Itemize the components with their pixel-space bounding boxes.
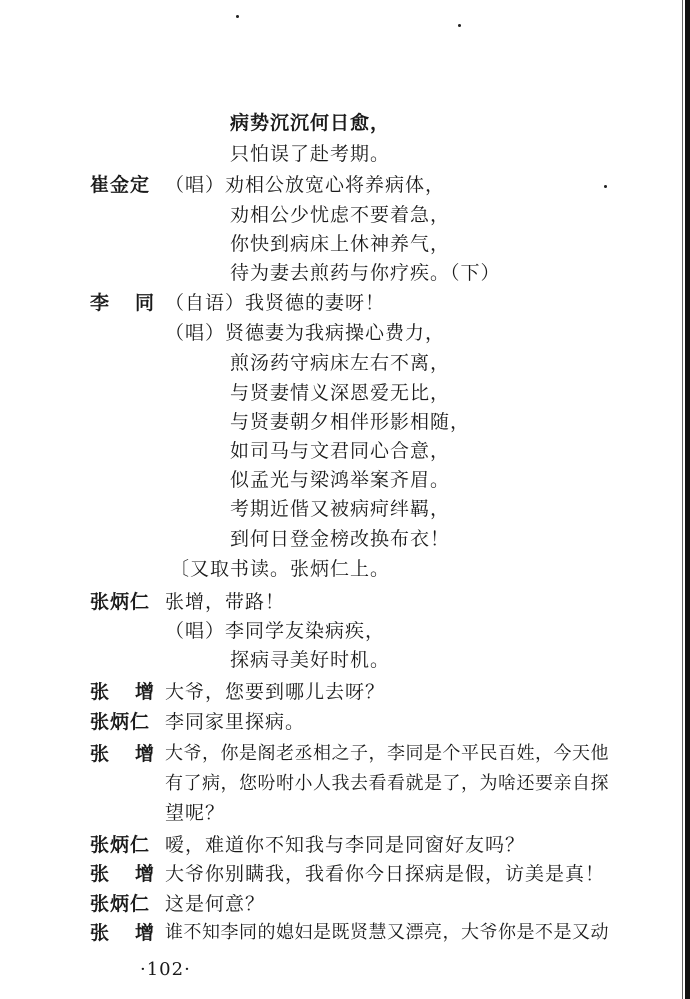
page-binding-edge [685, 0, 690, 999]
verse-line: 煎汤药守病床左右不离， [230, 352, 451, 374]
dialogue-line: 嗳，难道你不知我与李同是同窗好友吗？ [165, 834, 526, 856]
dialogue-line: 李同家里探病。 [165, 711, 306, 733]
dialogue-line: 望呢？ [165, 802, 226, 824]
scan-speck [236, 15, 239, 18]
verse-line: 只怕误了赴考期。 [230, 143, 391, 165]
speaker-name: 张增 [90, 922, 181, 944]
dialogue-line: （唱）贤德妻为我病操心费力， [165, 322, 446, 344]
dialogue-line: 大爷，您要到哪儿去呀？ [165, 681, 386, 703]
speaker-name: 张炳仁 [90, 591, 151, 613]
scan-speck [458, 24, 461, 27]
dialogue-line: 大爷你别瞒我，我看你今日探病是假，访美是真！ [165, 863, 606, 885]
verse-line: 到何日登金榜改换布衣！ [230, 528, 451, 550]
dialogue-line: 谁不知李同的媳妇是既贤慧又漂亮，大爷你是不是又动 [165, 922, 609, 943]
page-binding-edge-line [682, 0, 683, 999]
dialogue-line: （唱）李同学友染病疾， [165, 620, 386, 642]
page-number: ·102· [140, 959, 191, 980]
dialogue-line: 张增，带路！ [165, 591, 286, 613]
dialogue-line: （自语）我贤德的妻呀！ [165, 292, 386, 314]
scan-speck [604, 185, 607, 188]
speaker-name: 张炳仁 [90, 711, 151, 733]
dialogue-line: 大爷，你是阁老丞相之子，李同是个平民百姓，今天他 [165, 743, 609, 764]
speaker-name: 张增 [90, 743, 181, 765]
dialogue-line: 这是何意？ [165, 893, 266, 915]
speaker-name: 张炳仁 [90, 834, 151, 856]
speaker-name: 张炳仁 [90, 893, 151, 915]
speaker-name: 崔金定 [90, 174, 151, 196]
verse-line: 与贤妻朝夕相伴形影相随， [230, 411, 471, 433]
dialogue-line: （唱）劝相公放宽心将养病体， [165, 174, 446, 196]
verse-line: 似孟光与梁鸿举案齐眉。 [230, 469, 451, 491]
verse-line: 如司马与文君同心合意， [230, 440, 451, 462]
dialogue-line: 有了病，您吩咐小人我去看看就是了，为啥还要亲自探 [165, 773, 609, 794]
speaker-name: 张增 [90, 681, 181, 703]
speaker-name: 李同 [90, 292, 181, 314]
stage-direction: 〔又取书读。张炳仁上。 [170, 558, 391, 580]
verse-line: 探病寻美好时机。 [230, 649, 391, 671]
verse-line: 你快到病床上休神养气， [230, 233, 451, 255]
verse-line: 劝相公少忧虑不要着急， [230, 204, 451, 226]
verse-line: 考期近偕又被病疴绊羁， [230, 498, 451, 520]
verse-line: 与贤妻情义深恩爱无比， [230, 382, 451, 404]
verse-line: 待为妻去煎药与你疗疾。（下） [230, 262, 501, 284]
verse-line: 病势沉沉何日愈， [230, 112, 391, 134]
speaker-name: 张增 [90, 863, 181, 885]
